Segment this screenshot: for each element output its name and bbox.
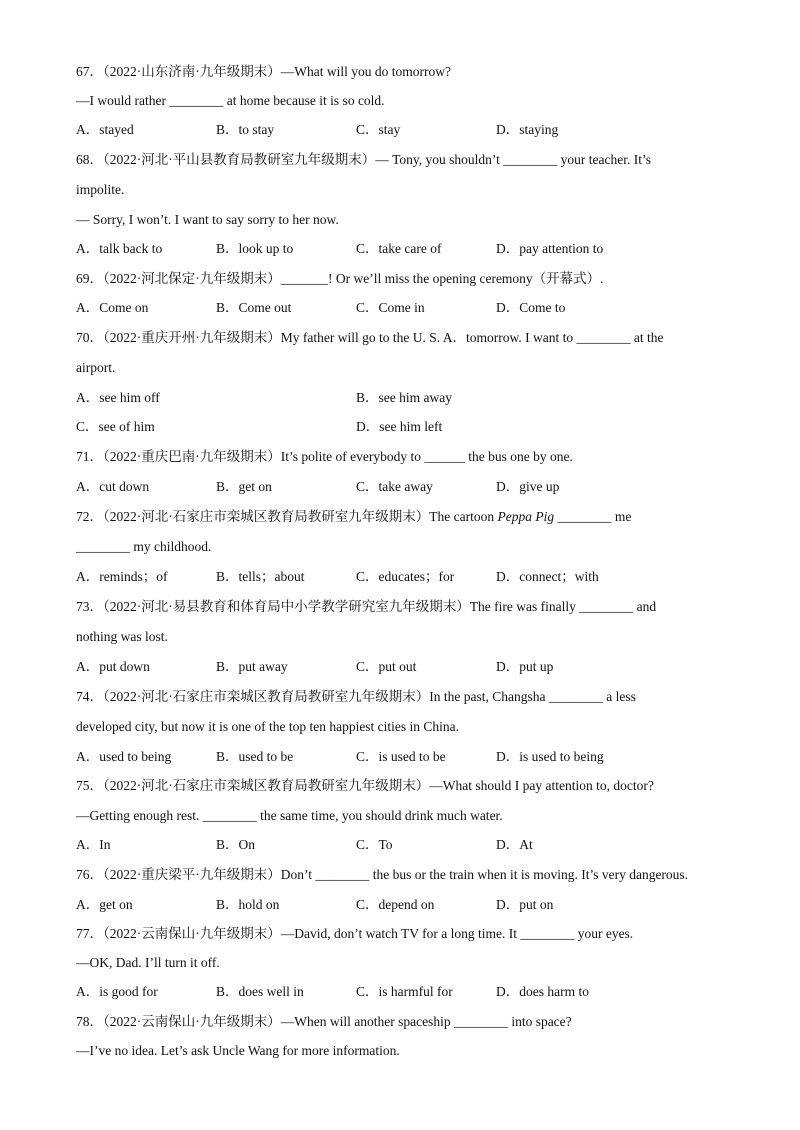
question-72-stem-cont: ________ my childhood. <box>76 539 212 554</box>
option-d: D．give up <box>496 479 560 494</box>
question-78-reply: —I’ve no idea. Let’s ask Uncle Wang for more information. <box>76 1043 400 1058</box>
question-71-stem: 71．（2022·重庆巴南·九年级期末）It’s polite of everybody to ______ the bus one by one. <box>76 449 573 464</box>
question-67-reply: —I would rather ________ at home because it is so cold. <box>76 93 385 108</box>
option-c: C．depend on <box>356 897 435 912</box>
question-67-stem: 67．（2022·山东济南·九年级期末）—What will you do tomorrow? <box>76 64 451 79</box>
option-d: D．staying <box>496 122 559 137</box>
option-d: D．put up <box>496 659 554 674</box>
cartoon-title: Peppa Pig <box>497 509 555 524</box>
question-72-stem-end: ________ me <box>554 509 632 524</box>
option-c: C．take care of <box>356 241 442 256</box>
option-b: B．tells；about <box>216 569 305 584</box>
option-a: A．used to being <box>76 749 172 764</box>
option-d: D．put on <box>496 897 554 912</box>
option-c: C．To <box>356 837 393 852</box>
option-a: A．get on <box>76 897 133 912</box>
option-a: A．talk back to <box>76 241 163 256</box>
option-d: D．does harm to <box>496 984 589 999</box>
option-a: A．cut down <box>76 479 150 494</box>
question-68-stem-cont: impolite. <box>76 182 125 197</box>
question-68-reply: — Sorry, I won’t. I want to say sorry to her now. <box>76 212 339 227</box>
option-b: B．put away <box>216 659 288 674</box>
option-c: C．see of him <box>76 419 155 434</box>
question-71-options <box>76 478 736 496</box>
question-73-stem: 73．（2022·河北·易县教育和体育局中小学教学研究室九年级期末）The fire was finally ________ and <box>76 599 657 614</box>
option-b: B．see him away <box>356 390 452 405</box>
option-d: D．connect；with <box>496 569 599 584</box>
option-a: A．Come on <box>76 300 149 315</box>
option-c: C．stay <box>356 122 401 137</box>
question-76-stem: 76．（2022·重庆梁平·九年级期末）Don’t ________ the bus or the train when it is moving. It’s very dangerous. <box>76 867 689 882</box>
question-72-options <box>76 568 736 586</box>
option-a: A．is good for <box>76 984 158 999</box>
option-d: D．Come to <box>496 300 566 315</box>
question-68-options <box>76 240 736 258</box>
option-b: B．hold on <box>216 897 280 912</box>
option-b: B．does well in <box>216 984 304 999</box>
question-70-stem-cont: airport. <box>76 360 116 375</box>
question-75-options <box>76 836 736 854</box>
option-b: B．look up to <box>216 241 294 256</box>
question-70-stem: 70．（2022·重庆开州·九年级期末）My father will go to the U. S. A．tomorrow. I want to ________ at the <box>76 330 664 345</box>
question-77-stem: 77．（2022·云南保山·九年级期末）—David, don’t watch TV for a long time. It ________ your eyes. <box>76 926 634 941</box>
option-c: C．is used to be <box>356 749 446 764</box>
question-69-stem: 69．（2022·河北保定·九年级期末）_______! Or we’ll miss the opening ceremony（开幕式）. <box>76 271 604 286</box>
option-c: C．Come in <box>356 300 425 315</box>
option-a: A．reminds；of <box>76 569 168 584</box>
question-77-options <box>76 983 736 1001</box>
question-75-stem: 75．（2022·河北·石家庄市栾城区教育局教研室九年级期末）—What should I pay attention to, doctor? <box>76 778 654 793</box>
option-b: B．used to be <box>216 749 294 764</box>
question-73-options <box>76 658 736 676</box>
question-76-options <box>76 896 736 914</box>
option-b: B．On <box>216 837 256 852</box>
question-67-options <box>76 121 736 139</box>
option-c: C．put out <box>356 659 417 674</box>
option-b: B．get on <box>216 479 272 494</box>
question-75-reply: —Getting enough rest. ________ the same time, you should drink much water. <box>76 808 503 823</box>
option-d: D．At <box>496 837 533 852</box>
question-72-stem-start: 72．（2022·河北·石家庄市栾城区教育局教研室九年级期末）The cartoon <box>76 509 498 524</box>
question-69-options <box>76 299 736 317</box>
option-d: D．is used to being <box>496 749 604 764</box>
question-77-reply: —OK, Dad. I’ll turn it off. <box>76 955 220 970</box>
question-74-stem-cont: developed city, but now it is one of the top ten happiest cities in China. <box>76 719 460 734</box>
option-d: D．see him left <box>356 419 443 434</box>
question-73-stem-cont: nothing was lost. <box>76 629 168 644</box>
question-70-options-row-1 <box>76 389 736 407</box>
option-b: B．Come out <box>216 300 292 315</box>
option-c: C．is harmful for <box>356 984 453 999</box>
option-a: A．see him off <box>76 390 160 405</box>
option-c: C．educates；for <box>356 569 455 584</box>
question-74-stem: 74．（2022·河北·石家庄市栾城区教育局教研室九年级期末）In the past, Changsha ________ a less <box>76 689 636 704</box>
option-d: D．pay attention to <box>496 241 604 256</box>
option-a: A．In <box>76 837 111 852</box>
question-74-options <box>76 748 736 766</box>
question-78-stem: 78．（2022·云南保山·九年级期末）—When will another spaceship ________ into space? <box>76 1014 572 1029</box>
option-a: A．stayed <box>76 122 134 137</box>
question-68-stem: 68．（2022·河北·平山县教育局教研室九年级期末）— Tony, you shouldn’t ________ your teacher. It’s <box>76 152 652 167</box>
question-72-stem <box>76 508 631 526</box>
option-a: A．put down <box>76 659 150 674</box>
option-c: C．take away <box>356 479 433 494</box>
question-70-options-row-2 <box>76 418 736 436</box>
option-b: B．to stay <box>216 122 275 137</box>
